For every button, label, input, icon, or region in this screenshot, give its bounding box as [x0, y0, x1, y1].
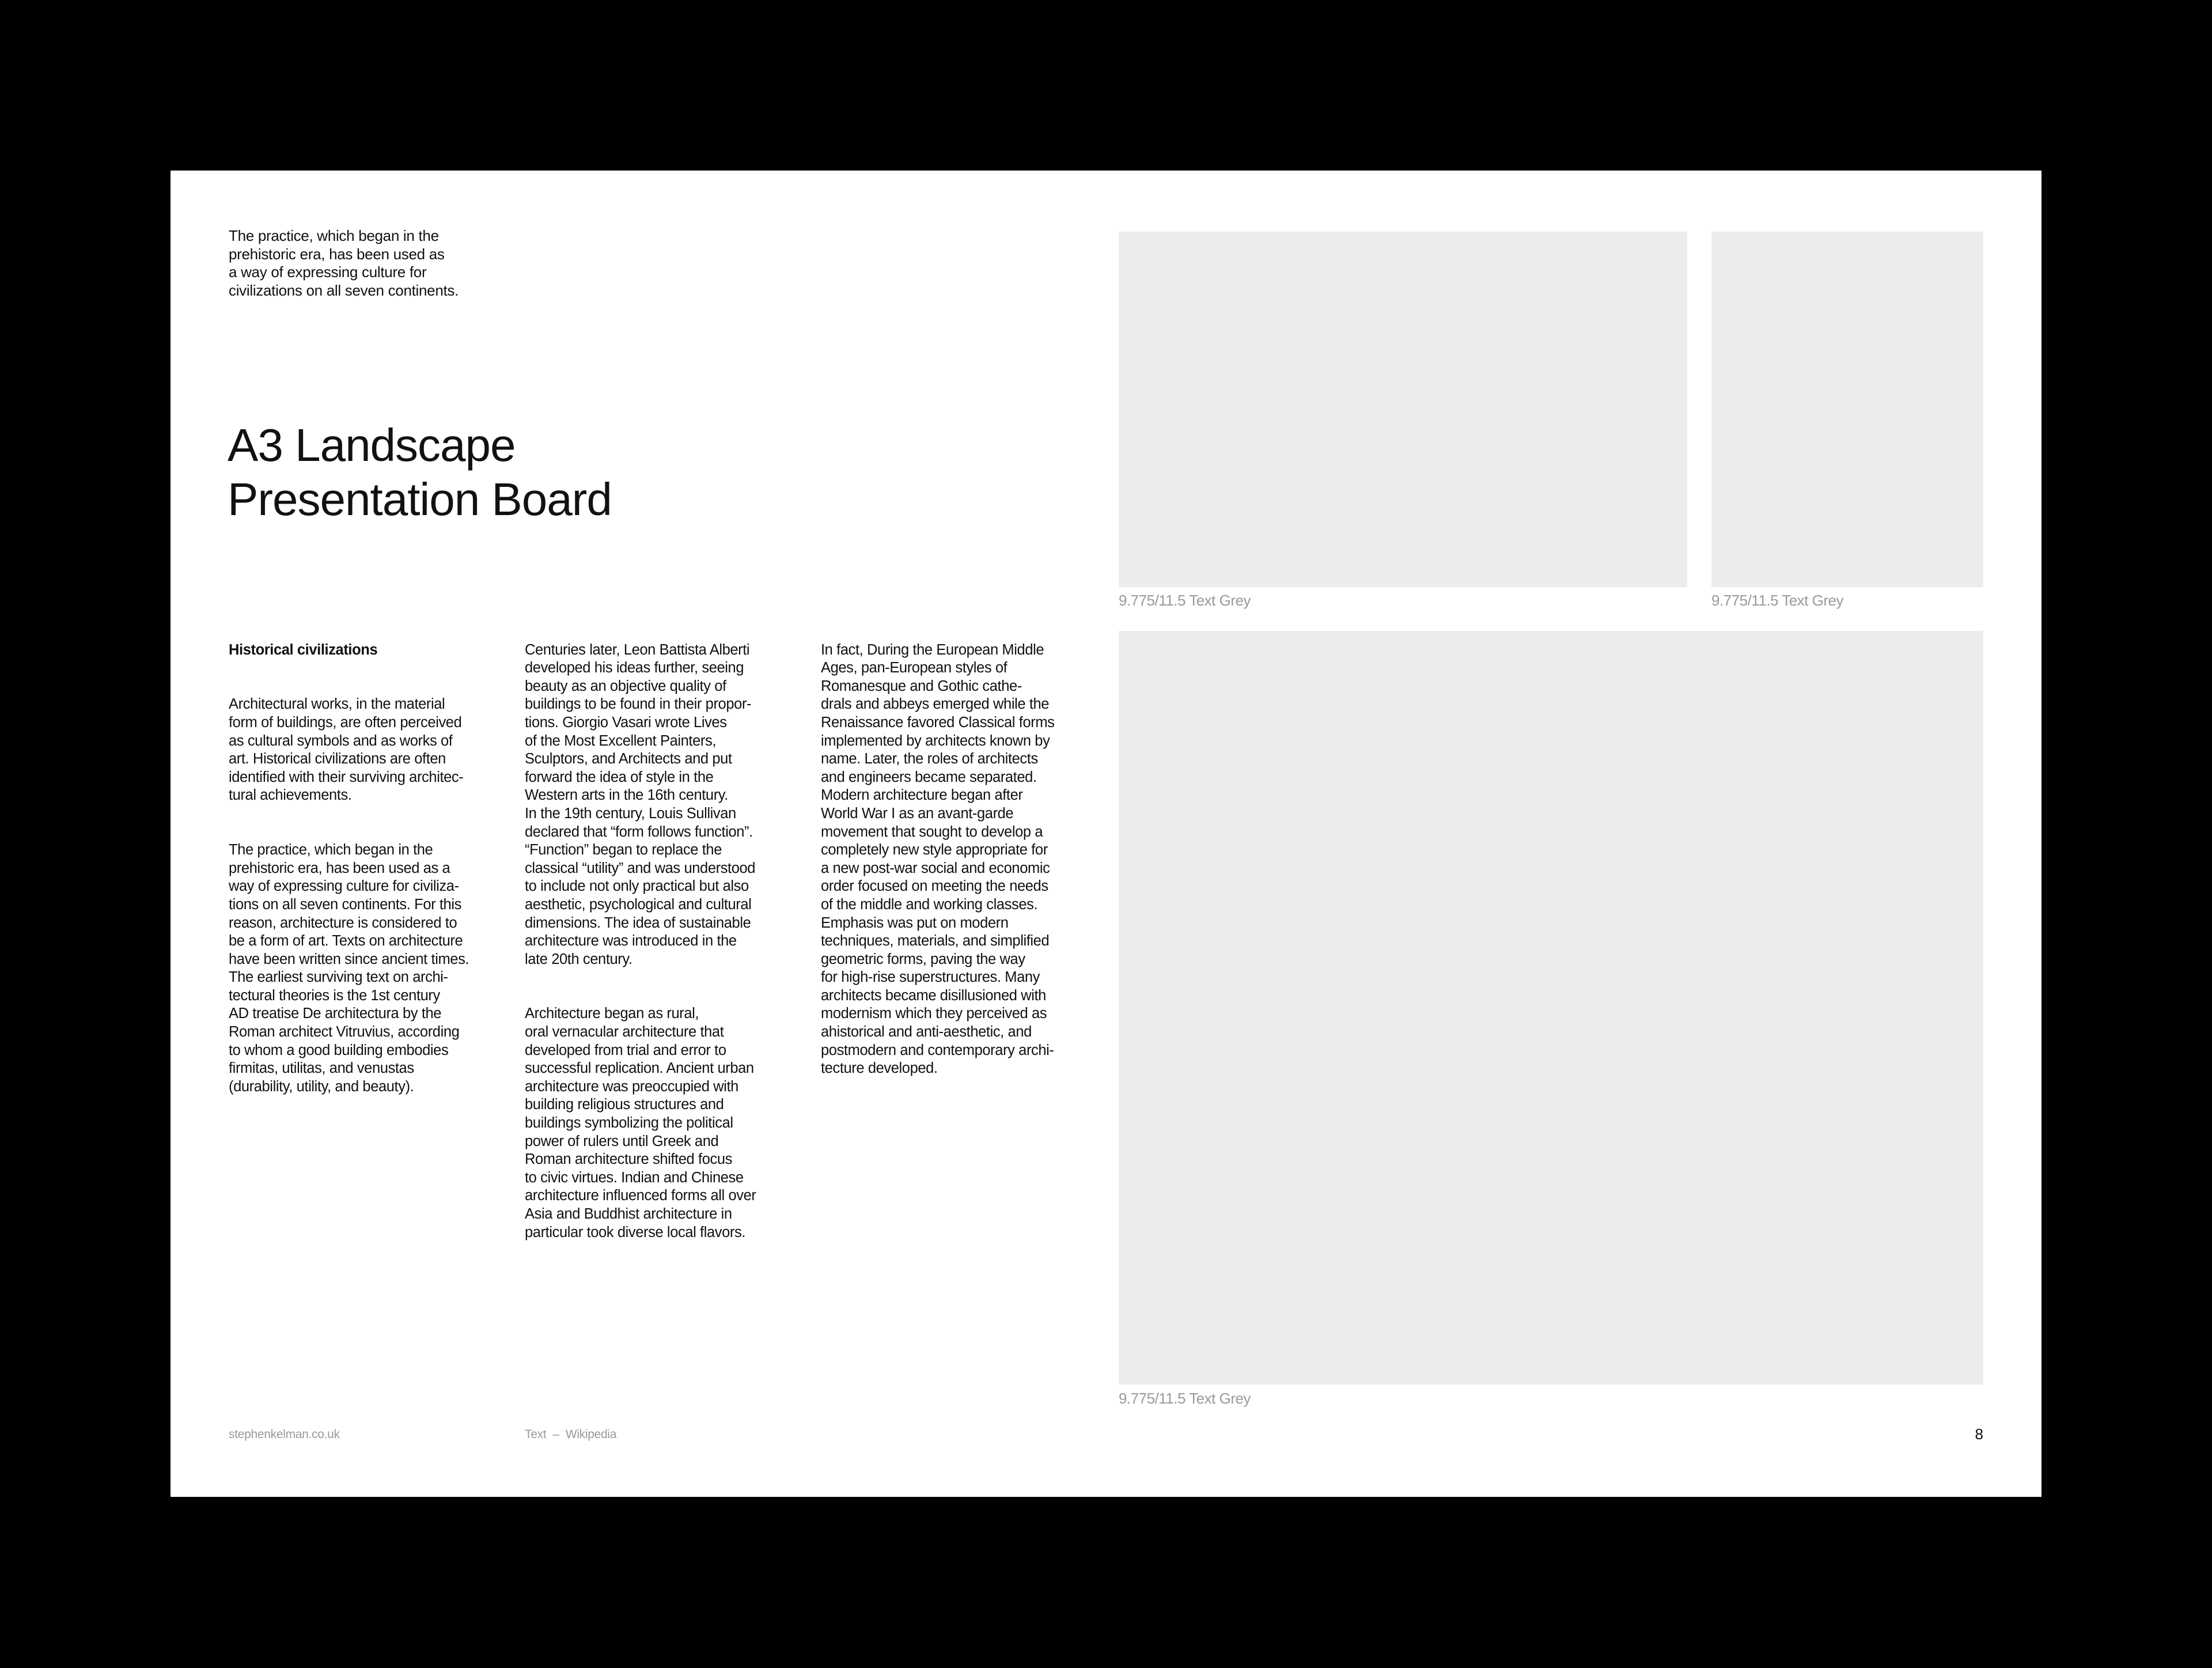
- intro-text: The practice, which began in the prehistoric era, has been used as a way of expressing culture for civilizations on all seven continents.: [229, 227, 459, 299]
- page-title: A3 Landscape Presentation Board: [228, 419, 612, 525]
- paragraph: The practice, which began in the prehistoric era, has been used as a way of expressing culture for civiliza- tions on all seven continents. For this reason, architecture is considered to be a form of art. Texts on architecture have been written since ancient times. The earliest surviving text on archi- tectural theories is the 1st century AD treatise De architectura by the Roman architect Vitruvius, according to whom a good building embodies firmitas, utilitas, and venustas (durability, utility, and beauty).: [229, 842, 469, 1095]
- paragraph: Architecture began as rural, oral vernacular architecture that developed from trial and error to successful replication. Ancient urban architecture was preoccupied with building religious structures and buildings symbolizing the political power of rulers until Greek and Roman architecture shifted focus to civic virtues. Indian and Chinese architecture influenced forms all over Asia and Buddhist architecture in particular took diverse local flavors.: [525, 1005, 756, 1240]
- footer-source: Text – Wikipedia: [525, 1428, 617, 1441]
- footer-website: stephenkelman.co.uk: [229, 1428, 340, 1441]
- section-heading: Historical civilizations: [229, 641, 378, 658]
- page-number: 8: [1975, 1425, 1983, 1443]
- image-placeholder-3: [1119, 631, 1983, 1385]
- image-caption-2: 9.775/11.5 Text Grey: [1711, 592, 1843, 609]
- text-column-3: [821, 623, 1097, 1114]
- paragraph: Centuries later, Leon Battista Alberti developed his ideas further, seeing beauty as an objective quality of buildings to be found in their propor- tions. Giorgio Vasari wrote Lives of the Most Excellent Painters, Sculptors, and Architects and put forward the idea of style in the Western arts in the 16th century. In the 19th century, Louis Sullivan declared that “form follows function”. “Function” began to replace the classical “utility” and was understood to include not only practical but also aesthetic, psychological and cultural dimensions. The idea of sustainable architecture was introduced in the late 20th century.: [525, 641, 756, 967]
- image-caption-3: 9.775/11.5 Text Grey: [1119, 1390, 1251, 1407]
- text-column-1: [229, 623, 505, 1133]
- presentation-board-page: [171, 171, 2041, 1497]
- paragraph: In fact, During the European Middle Ages, pan-European styles of Romanesque and Gothic cathe- drals and abbeys emerged while the Renaissance favored Classical forms implemented by architects known by name. Later, the roles of architects and engineers became separated. Modern architecture began after World War I as an avant-garde movement that sought to develop a completely new style appropriate for a new post-war social and economic order focused on meeting the needs of the middle and working classes. Emphasis was put on modern techniques, materials, and simplified geometric forms, paving the way for high-rise superstructures. Many architects became disillusioned with modernism which they perceived as ahistorical and anti-aesthetic, and postmodern and contemporary archi- tecture developed.: [821, 641, 1055, 1077]
- image-caption-1: 9.775/11.5 Text Grey: [1119, 592, 1251, 609]
- text-column-2: [525, 623, 801, 1278]
- paragraph: Architectural works, in the material form of buildings, are often perceived as cultural symbols and as works of art. Historical civilizations are often identified with their surviving architec- tural achievements.: [229, 696, 464, 804]
- image-placeholder-1: [1119, 232, 1687, 587]
- image-placeholder-2: [1711, 232, 1983, 587]
